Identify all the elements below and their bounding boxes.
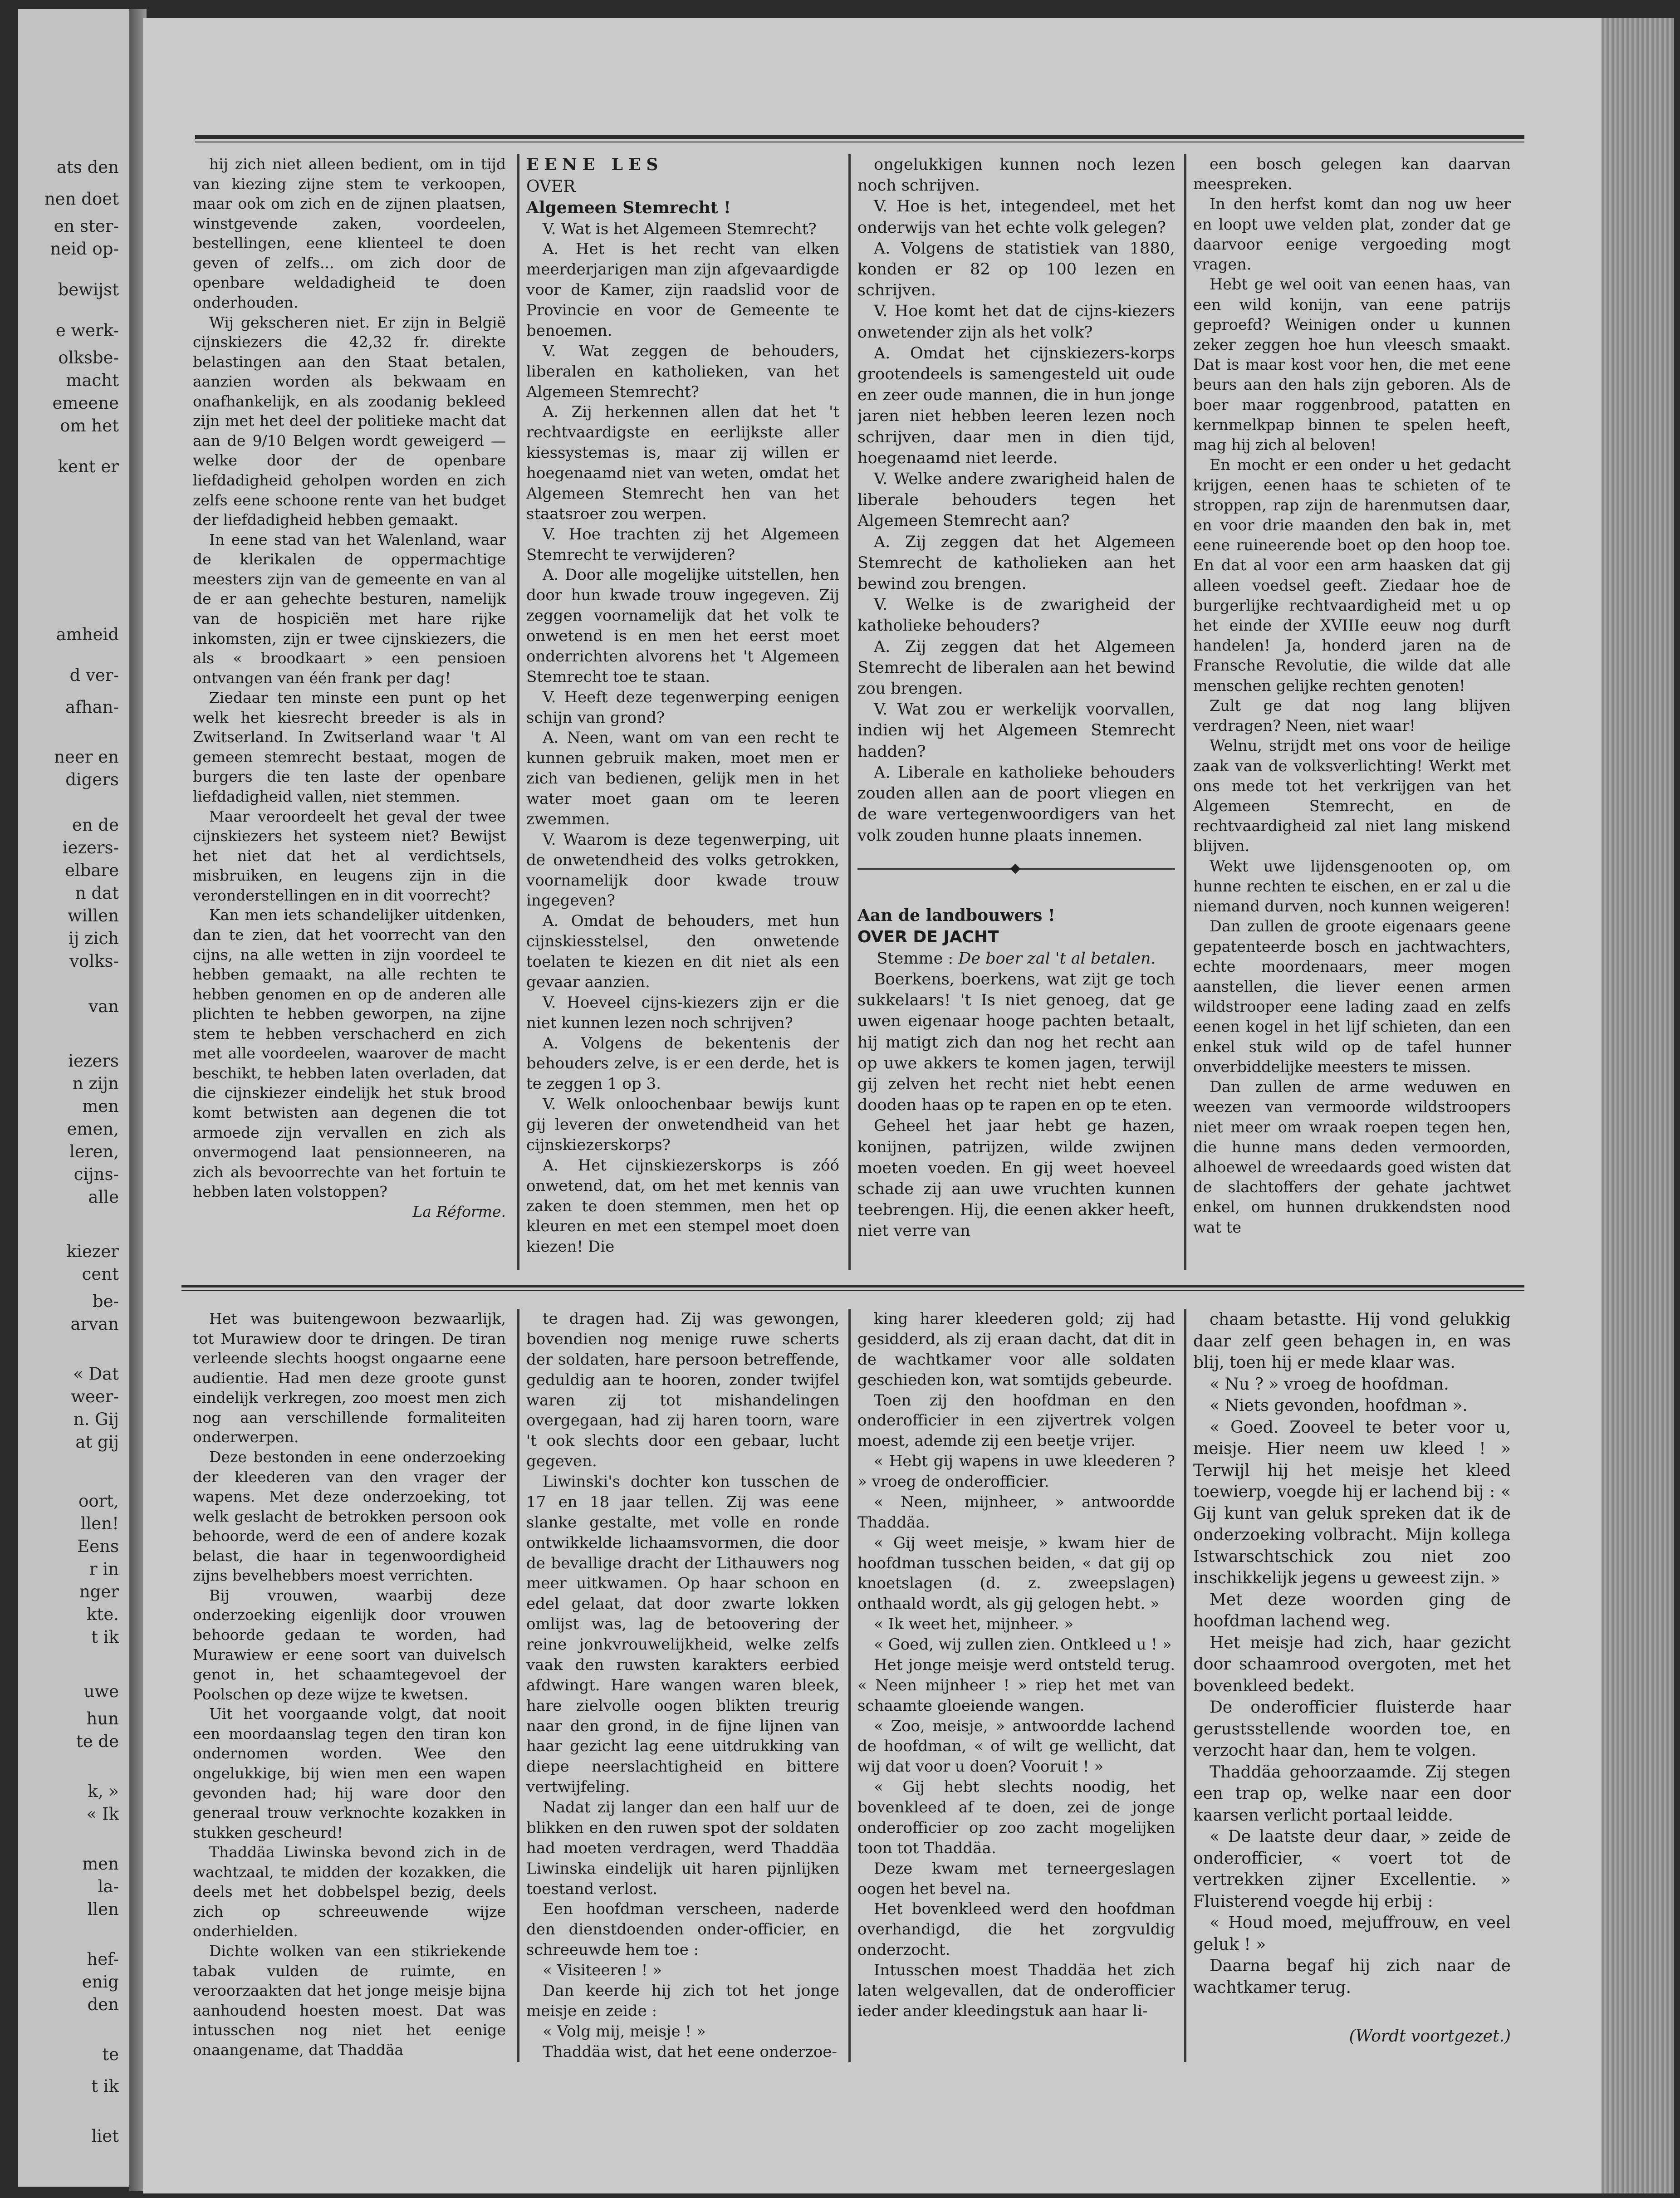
margin-text-fragment: n zijn — [72, 1074, 119, 1093]
column-separator — [1184, 154, 1186, 1270]
margin-text-fragment: t ik — [91, 2076, 119, 2096]
paragraph: A. Het cijnskiezerskorps is zóó onwetend, dat, om het met kennis van zaken te doen stemmen, men het op kleuren en met een stempel moet doen kiezen! Die — [526, 1156, 839, 1256]
margin-text-fragment: enig — [82, 1972, 119, 1992]
margin-text-fragment: amheid — [56, 625, 119, 644]
paragraph: V. Welk onloochenbaar bewijs kunt gij leveren der onwetendheid van het cijnskiezerskorps? — [526, 1095, 839, 1154]
margin-text-fragment: iezers — [68, 1051, 119, 1071]
article-title: Aan de landbouwers ! — [857, 906, 1055, 925]
tune-label: Stemme : — [877, 949, 954, 968]
margin-text-fragment: nger — [79, 1582, 119, 1601]
paragraph: In den herfst komt dan nog uw heer en loopt uwe velden plat, zonder dat ge daarvoor eenige vergoeding mogt vragen. — [1193, 195, 1511, 274]
margin-text-fragment: te — [102, 2045, 119, 2064]
paragraph: « Ik weet het, mijnheer. » — [874, 1615, 1074, 1634]
article-source: La Réforme. — [412, 1202, 506, 1220]
margin-text-fragment: n dat — [75, 883, 119, 903]
margin-text-fragment: weer- — [71, 1387, 119, 1406]
paragraph: A. Volgens de statistiek van 1880, konden er 82 op 100 lezen en schrijven. — [857, 239, 1175, 300]
paragraph: In eene stad van het Walenland, waar de klerikalen de oppermachtige meesters zijn van de gemeente en van al de er aan gehechte besturen, namelijk van de hospiciën met hare rijke inkomsten, zijn er twee cijnskiezers, die als « broodkaart » een pensioen ontvangen van één frank per dag! — [193, 530, 506, 687]
article-subtitle: OVER DE JACHT — [857, 928, 999, 947]
margin-text-fragment: liet — [91, 2126, 119, 2146]
margin-text-fragment: ij zich — [69, 929, 119, 948]
paragraph: « Hebt gij wapens in uwe kleederen ? » vroeg de onderofficier. — [857, 1452, 1175, 1491]
margin-text-fragment: digers — [65, 770, 119, 789]
paragraph: Uit het voorgaande volgt, dat nooit een moordaanslag tegen den tiran kon ondernomen worden. Wee den ongelukkige, bij wien men een wapen gevonden had; hij ware door den generaal trouw verknochte kozakken in stukken gescheurd! — [193, 1705, 506, 1841]
article-column — [1193, 154, 1511, 1270]
margin-text-fragment: en de — [72, 815, 119, 835]
paragraph: « Niets gevonden, hoofdman ». — [1210, 1396, 1468, 1415]
margin-text-fragment: leren, — [69, 1142, 119, 1161]
paragraph: V. Waarom is deze tegenwerping, uit de onwetendheid des volks getrokken, voornamelijk door kwade trouw ingegeven? — [526, 830, 839, 910]
margin-text-fragment: llen! — [80, 1514, 119, 1533]
paragraph: Het bovenkleed werd den hoofdman overhandigd, die het zorgvuldig onderzocht. — [857, 1900, 1175, 1959]
paragraph: ongelukkigen kunnen noch lezen noch schrijven. — [857, 156, 1175, 195]
paragraph: V. Wat zeggen de behouders, liberalen en katholieken, van het Algemeen Stemrecht? — [526, 342, 839, 401]
tune-title: De boer zal 't al betalen. — [958, 949, 1156, 968]
margin-text-fragment: neid op- — [50, 239, 119, 259]
header-rule — [195, 135, 1524, 139]
serial-column — [857, 1309, 1175, 2062]
section-ornament — [857, 864, 1175, 873]
margin-text-fragment: iezers- — [62, 838, 119, 857]
article-subject: Algemeen Stemrecht ! — [526, 198, 731, 217]
paragraph: A. Volgens de bekentenis der behouders zelve, is er een derde, het is te zeggen 1 op 3. — [526, 1034, 839, 1093]
margin-text-fragment: den — [87, 1995, 119, 2014]
paragraph: Daarna begaf hij zich naar de wachtkamer terug. — [1193, 1957, 1511, 1997]
serial-column — [526, 1309, 839, 2062]
book-binding-edge — [1602, 18, 1674, 2193]
paragraph: A. Neen, want om van een recht te kunnen gebruik maken, moet men er zich van bedienen, gelijk men in het water moet gaan om te leeren zwemmen. — [526, 729, 839, 828]
paragraph: Liwinski's dochter kon tusschen de 17 en 18 jaar tellen. Zij was eene slanke gestalte, met volle en ronde ontwikkelde lichaamsvormen, die door de bevallige dracht der Lithauwers nog meer uitkwamen. Op haar schoon en edel gelaat, dat door zwarte lokken omlijst was, lag de betoovering der reine jonkvrouwelijkheid, welke zelfs vaak den ruwsten karakters eerbied afdwingt. Hare wangen waren bleek, hare zielvolle oogen blikten treurig naar den grond, in de fijne lijnen van haar gezicht lag eene uitdrukking van diepe neerslachtigheid en bittere vertwijfeling. — [526, 1473, 839, 1797]
paragraph: « Goed, wij zullen zien. Ontkleed u ! » — [874, 1635, 1172, 1654]
paragraph: Het was buitengewoon bezwaarlijk, tot Murawiew door te dringen. De tiran verleende slechts hoogst ongaarne eene audientie. Had men deze groote gunst eindelijk verkregen, zoo moest men zich nog aan verschillende formaliteiten onderwerpen. — [193, 1310, 506, 1446]
paragraph: Deze bestonden in eene onderzoeking der kleederen van den vrager der wapens. Met deze onderzoeking, tot welk geslacht de betrokken persoon ook behoorde, werd de een of andere kozak belast, die haar in tegenwoordigheid zijns bevelhebbers moest verrichten. — [193, 1448, 506, 1585]
margin-text-fragment: hef- — [87, 1949, 119, 1969]
paragraph: Boerkens, boerkens, wat zijt ge toch sukkelaars! 't Is niet genoeg, dat ge uwen eigenaar hooge pachten betaalt, hij matigt zich dan nog het recht aan op uwe akkers te komen jagen, terwijl gij zelven het recht niet hebt eenen dooden haas op te rapen en op te eten. — [857, 970, 1175, 1115]
margin-text-fragment: e werk- — [55, 321, 119, 340]
column-separator — [848, 154, 851, 1270]
serial-column — [193, 1309, 506, 2062]
paragraph: Nadat zij langer dan een half uur de blikken en den ruwen spot der soldaten had moeten verdragen, werd Thaddäa Liwinska eindelijk uit haren pijnlijken toestand verlost. — [526, 1798, 839, 1898]
margin-text-fragment: kent er — [58, 457, 119, 476]
margin-text-fragment: macht — [66, 371, 119, 390]
story-divider-rule-thin — [181, 1290, 1524, 1291]
margin-text-fragment: men — [82, 1854, 119, 1874]
paragraph: Deze kwam met terneergeslagen oogen het bevel na. — [857, 1859, 1175, 1898]
paragraph: « Gij weet meisje, » kwam hier de hoofdman tusschen beiden, « dat gij op knoetslagen (d. z. zweepslagen) onthaald wordt, als gij gelogen hebt. » — [857, 1533, 1175, 1613]
paragraph: De onderofficier fluisterde haar gerustsstellende woorden toe, en verzocht haar dan, hem te volgen. — [1193, 1698, 1511, 1760]
paragraph: V. Wat zou er werkelijk voorvallen, indien wij het Algemeen Stemrecht hadden? — [857, 700, 1175, 761]
margin-text-fragment: be- — [92, 1292, 119, 1311]
paragraph: Bij vrouwen, waarbij deze onderzoeking eigenlijk door vrouwen behoorde gedaan te worden, had Murawiew er eene soort van duivelsch genot in, het schaamtegevoel der Poolschen op deze wijze te kwetsen. — [193, 1586, 506, 1703]
paragraph: V. Hoeveel cijns-kiezers zijn er die niet kunnen lezen noch schrijven? — [526, 993, 839, 1032]
paragraph: Thaddäa Liwinska bevond zich in de wachtzaal, te midden der kozakken, die deels met het dobbelspel bezig, deels zich op schreeuwende wijze onderhielden. — [193, 1843, 506, 1940]
margin-text-fragment: la- — [98, 1877, 119, 1896]
margin-text-fragment: Eens — [77, 1537, 119, 1556]
margin-text-fragment: en ster- — [54, 216, 119, 236]
margin-text-fragment: t ik — [91, 1627, 119, 1647]
article-column — [526, 154, 839, 1270]
paragraph: « Nu ? » vroeg de hoofdman. — [1210, 1375, 1449, 1394]
paragraph: A. Liberale en katholieke behouders zouden allen aan de poort vliegen en de ware vertegenwoordigers van het volk zouden hunne plaats innemen. — [857, 763, 1175, 845]
margin-text-fragment: « Ik — [86, 1804, 119, 1824]
ornament-diamond-icon — [1010, 863, 1021, 874]
column-separator — [848, 1309, 851, 2062]
margin-text-fragment: volks- — [69, 951, 119, 971]
paragraph: hij zich niet alleen bedient, om in tijd van kiezing zijne stem te verkoopen, maar ook om zich en de zijnen plaatsen, winstgevende zaken, voordeelen, bestellingen, eene klienteel te doen geven of zelfs... om zich door de openbare weldadigheid te doen onderhouden. — [193, 155, 506, 311]
article-title-connector: OVER — [526, 177, 576, 196]
margin-text-fragment: bewijst — [58, 280, 119, 299]
paragraph: Toen zij den hoofdman en den onderofficier in een zijvertrek volgen moest, ademde zij een beetje vrijer. — [857, 1391, 1175, 1450]
margin-text-fragment: om het — [60, 416, 119, 436]
tune-line — [857, 948, 1175, 969]
serial-column — [1193, 1309, 1511, 2062]
article-title: EENE LES — [526, 155, 664, 174]
paragraph: « Neen, mijnheer, » antwoordde Thaddäa. — [857, 1493, 1175, 1532]
margin-text-fragment: d ver- — [69, 666, 119, 685]
margin-text-fragment: willen — [68, 906, 119, 925]
paragraph: Hebt ge wel ooit van eenen haas, van een wild konijn, van eene patrijs geproefd? Weinigen onder u kunnen zeker zeggen hoe hun vleesch smaakt. Dat is maar kost voor hen, die met eene beurs aan den hals zijn geboren. Als de boer maar roggenbrood, patatten en kernmelkpap binnen te spelen heeft, mag hij zich al beloven! — [1193, 275, 1511, 454]
paragraph: « Houd moed, mejuffrouw, en veel geluk ! » — [1193, 1914, 1511, 1954]
margin-text-fragment: neer en — [54, 747, 119, 767]
paragraph: A. Omdat de behouders, met hun cijnskiesstelsel, den onwetende toelaten te kiezen en dit niet als een gevaar aanzien. — [526, 912, 839, 991]
paragraph: Dan zullen de arme weduwen en weezen van vermoorde wildstroopers niet meer om wraak roepen tegen hen, die hunne mans deden vermoorden, alhoewel de wreedaards goed wisten dat de slachtoffers der gehate jachtwet enkel, om hunnen drukkendsten nood wat te — [1193, 1078, 1511, 1236]
margin-text-fragment: cent — [82, 1264, 119, 1284]
margin-text-fragment: nen doet — [44, 189, 119, 209]
paragraph: Welnu, strijdt met ons voor de heilige zaak van de volksverlichting! Werkt met ons mede tot het verkrijgen van het Algemeen Stemrecht, en de rechtvaardigheid zal niet lang miskend blijven. — [1193, 737, 1511, 855]
paragraph: V. Heeft deze tegenwerping eenigen schijn van grond? — [526, 688, 839, 727]
paragraph: Geheel het jaar hebt ge hazen, konijnen, patrijzen, wilde zwijnen moeten voeden. En gij weet hoeveel schade zij aan uwe vruchten kunnen teebrengen. Hij, die eenen akker heeft, niet verre van — [857, 1117, 1175, 1240]
paragraph: « Volg mij, meisje ! » — [543, 2022, 706, 2041]
paragraph: A. Door alle mogelijke uitstellen, hen door hun kwade trouw ingegeven. Zij zeggen voornamelijk dat het volk te onwetend is en men het eerst moet onderrichten alvorens het 't Algemeen Stemrecht toe te staan. — [526, 566, 839, 686]
margin-text-fragment: oort, — [78, 1491, 119, 1511]
paragraph: Thaddäa gehoorzaamde. Zij stegen een trap op, welke naar een door kaarsen verlicht portaal leidde. — [1193, 1762, 1511, 1825]
paragraph: « De laatste deur daar, » zeide de onderofficier, « voert tot de vertrekken zijner Excellentie. » Fluisterend voegde hij erbij : — [1193, 1827, 1511, 1911]
margin-text-fragment: te de — [76, 1732, 119, 1751]
paragraph: A. Zij zeggen dat het Algemeen Stemrecht de liberalen aan het bewind zou brengen. — [857, 637, 1175, 698]
paragraph: chaam betastte. Hij vond gelukkig daar zelf geen behagen in, en was blij, toen hij er mede klaar was. — [1193, 1310, 1511, 1372]
margin-text-fragment: alle — [88, 1187, 119, 1207]
paragraph: Dichte wolken van een stikriekende tabak vulden de ruimte, en veroorzaakten dat het jonge meisje bijna aanhoudend hoesten moest. Dat was intusschen nog niet het eenige onaangename, dat Thaddäa — [193, 1942, 506, 2059]
margin-text-fragment: k, » — [88, 1782, 119, 1801]
paragraph: Wekt uwe lijdensgenooten op, om hunne rechten te eischen, en er zal u die niemand durven, noch kunnen weigeren! — [1193, 857, 1511, 915]
paragraph: V. Wat is het Algemeen Stemrecht? — [543, 220, 817, 238]
paragraph: Het meisje had zich, haar gezicht door schaamrood overgoten, met het bovenkleed bedekt. — [1193, 1633, 1511, 1695]
paragraph: V. Hoe komt het dat de cijns-kiezers onwetender zijn als het volk? — [857, 302, 1175, 342]
paragraph: A. Zij herkennen allen dat het 't rechtvaardigste en eerlijkste aller kiessystemas is, maar zij willen er hoegenaamd niet van weten, omdat het Algemeen Stemrecht hen van het staatsroer zou werpen. — [526, 403, 839, 523]
paragraph: V. Hoe is het, integendeel, met het onderwijs van het echte volk gelegen? — [857, 197, 1175, 237]
margin-text-fragment: cijns- — [73, 1165, 119, 1184]
margin-text-fragment: « Dat — [73, 1364, 119, 1384]
margin-text-fragment: emen, — [67, 1119, 119, 1139]
margin-text-fragment: van — [88, 997, 119, 1016]
margin-text-fragment: arvan — [70, 1314, 119, 1334]
article-column — [193, 154, 506, 1270]
paragraph: Wij gekscheren niet. Er zijn in België cijnskiezers die 42,32 fr. direkte belastingen aan den Staat betalen, aanzien worden als bekwaam en onafhankelijk, en als zoodanig bekleed zijn met het deel der politieke macht dat aan de 9/10 Belgen wordt geweigerd — welke door der de openbare liefdadigheid geholpen worden en zich zelfs eene schoone rente van het budget der liefdadigheid hebben gemaakt. — [193, 313, 506, 529]
paragraph: « Goed. Zooveel te beter voor u, meisje. Hier neem uw kleed ! » Terwijl hij het meisje het kleed toewierp, voegde hij er lachend bij : « Gij kunt van geluk spreken dat ik de onderzoeking volbracht. Mijn kollega Istwarschtschick zou niet zoo inschikkelijk jegens u geweest zijn. » — [1193, 1418, 1511, 1587]
paragraph: V. Welke is de zwarigheid der katholieke behouders? — [857, 596, 1175, 635]
to-be-continued-note: (Wordt voortgezet.) — [1349, 2027, 1511, 2046]
paragraph: Intusschen moest Thaddäa het zich laten welgevallen, dat de onderofficier ieder ander kleedingstuk aan haar li- — [857, 1961, 1175, 2020]
paragraph: een bosch gelegen kan daarvan meespreken. — [1193, 155, 1511, 193]
paragraph: Een hoofdman verscheen, naderde den dienstdoenden onder-officier, en schreeuwde hem toe : — [526, 1900, 839, 1959]
paragraph: A. Omdat het cijnskiezers-korps grootendeels is samengesteld uit oude en zeer oude mannen, die in hun jonge jaren niet hebben leeren lezen noch schrijven, daar men in dien tijd, hoegenaamd niet leerde. — [857, 344, 1175, 467]
margin-text-fragment: llen — [87, 1899, 119, 1919]
margin-text-fragment: men — [82, 1097, 119, 1116]
column-separator — [517, 154, 519, 1270]
margin-text-fragment: hun — [86, 1709, 119, 1728]
paragraph: Kan men iets schandelijker uitdenken, dan te zien, dat het voorrecht van den cijns, na alle wetten in zijn voordeel te hebben gemaakt, na alle rechten te hebben genomen en op de anderen alle plichten te hebben geworpen, na zijne stem te hebben verschacherd en zich met alle voordeelen, waarover de macht beschikt, te hebben laten overladen, dat die cijnskiezer eindelijk het stuk brood komt betwisten aan degenen die tot armoede zijn vervallen en zich als onvermogend laat pensionneeren, na zich als bevoorrechte van het fortuin te hebben laten volstoppen? — [193, 906, 506, 1201]
paragraph: Het jonge meisje werd ontsteld terug. « Neen mijnheer ! » riep het met van schaamte gloeiende wangen. — [857, 1655, 1175, 1715]
paragraph: V. Hoe trachten zij het Algemeen Stemrecht te verwijderen? — [526, 525, 839, 564]
margin-text-fragment: r in — [89, 1559, 119, 1579]
column-separator — [517, 1309, 519, 2062]
paragraph: « Zoo, meisje, » antwoordde lachend de hoofdman, « of wilt ge wellicht, dat wij dat voor u doen? Vooruit ! » — [857, 1717, 1175, 1776]
paragraph: Zult ge dat nog lang blijven verdragen? Neen, niet waar! — [1193, 696, 1511, 735]
paragraph: Met deze woorden ging de hoofdman lachend weg. — [1193, 1590, 1511, 1630]
paragraph: king harer kleederen gold; zij had gesidderd, als zij eraan dacht, dat dit in de wachtkamer voor alle soldaten geschieden kon, wat somtijds gebeurde. — [857, 1310, 1175, 1389]
margin-text-fragment: at gij — [75, 1432, 119, 1452]
margin-text-fragment: olksbe- — [58, 348, 119, 367]
paragraph: « Gij hebt slechts noodig, het bovenkleed af te doen, zei de jonge onderofficier op zoo zacht mogelijken toon tot Thaddäa. — [857, 1778, 1175, 1857]
paragraph: Dan zullen de groote eigenaars geene gepatenteerde bosch en jachtwachters, echte moordenaars, meer mogen aanstellen, die liever eenen armen wildstrooper eene lading zaad en zelfs eenen kogel in het lijf schieten, dan een enkel stuk wild op de tafel hunner onverbiddelijke meesters te missen. — [1193, 917, 1511, 1076]
margin-text-fragment: n. Gij — [73, 1410, 119, 1429]
margin-text-fragment: afhan- — [65, 697, 119, 717]
article-column — [857, 154, 1175, 1270]
paragraph: Ziedaar ten minste een punt op het welk het kiesrecht breeder is als in Zwitserland. In Zwitserland waar 't Al gemeen stemrecht bestaat, mogen de burgers die ten laste der openbare liefdadigheid vallen, niet stemmen. — [193, 689, 506, 805]
margin-text-fragment: uwe — [83, 1682, 119, 1701]
margin-text-fragment: kiezer — [66, 1242, 119, 1261]
paragraph: Dan keerde hij zich tot het jonge meisje en zeide : — [526, 1981, 839, 2020]
paragraph: V. Welke andere zwarigheid halen de liberale behouders tegen het Algemeen Stemrecht aan? — [857, 470, 1175, 530]
margin-text-fragment: emeene — [52, 393, 119, 413]
paragraph: En mocht er een onder u het gedacht krijgen, eenen haas te schieten of te stroppen, rap zijn de harenmutsen daar, en voor drie maanden den bak in, met eene ruineerende boet op den hoop toe. En dat al voor een arm haasken dat gij alleen voedsel geeft. Ziedaar hoe de burgerlijke rechtvaardigheid met u op het einde der XVIIIe eeuw nog durft handelen! Ja, honderd jaren na de Fransche Revolutie, die wilde dat alle menschen gelijke rechten genoten! — [1193, 456, 1511, 695]
paragraph: Maar veroordeelt het geval der twee cijnskiezers het systeem niet? Bewijst het niet dat het al verdichtsels, misbruiken, en leugens zijn in die veronderstellingen en in dit voorrecht? — [193, 807, 506, 904]
paragraph: A. Zij zeggen dat het Algemeen Stemrecht de katholieken aan het bewind zou brengen. — [857, 533, 1175, 593]
paragraph: A. Het is het recht van elken meerderjarigen man zijn afgevaardigde voor de Kamer, zijn raadslid voor de Provincie en voor de Gemeente te benoemen. — [526, 240, 839, 340]
margin-text-fragment: kte. — [87, 1605, 119, 1624]
paragraph: Thaddäa wist, dat het eene onderzoe- — [543, 2042, 837, 2061]
margin-text-fragment: ats den — [56, 157, 119, 177]
paragraph: te dragen had. Zij was gewongen, bovendien nog menige ruwe scherts der soldaten, hare persoon betreffende, geduldig aan te hooren, zonder twijfel waren zij tot mishandelingen overgegaan, had zij haren toorn, ware 't ook slechts door een gebaar, lucht gegeven. — [526, 1310, 839, 1471]
column-separator — [1184, 1309, 1186, 2062]
paragraph: « Visiteeren ! » — [543, 1961, 662, 1979]
story-divider-rule — [181, 1285, 1524, 1287]
margin-text-fragment: elbare — [64, 861, 119, 880]
